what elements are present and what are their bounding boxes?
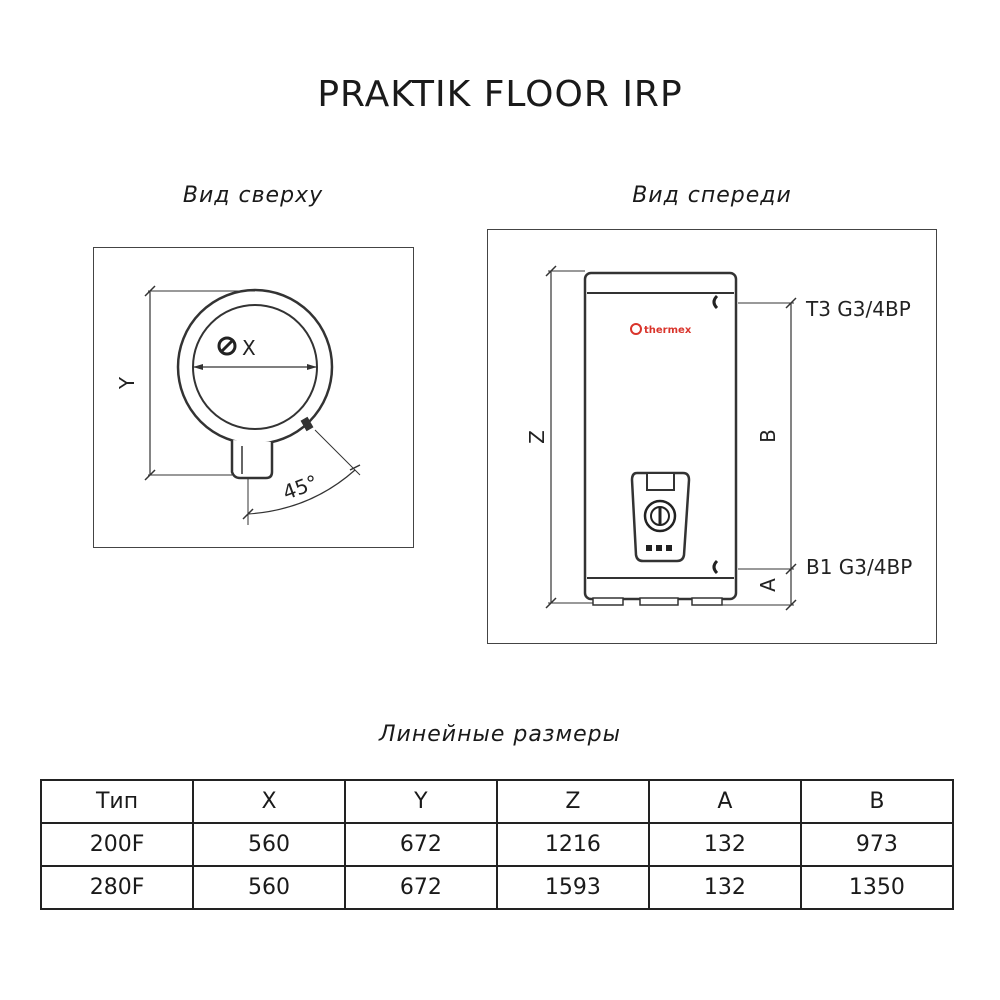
x-dimension-label: X: [242, 336, 256, 360]
cell-a: 132: [649, 866, 801, 909]
top-view-label: Вид сверху: [182, 183, 324, 208]
z-dimension-label: Z: [525, 430, 549, 444]
cell-b: 973: [801, 823, 953, 866]
table-title: Линейные размеры: [379, 722, 621, 747]
y-dimension-label: Y: [115, 376, 139, 390]
cell-y: 672: [345, 866, 497, 909]
cell-x: 560: [193, 866, 345, 909]
header-z: Z: [497, 780, 649, 823]
front-view-label: Вид спереди: [632, 183, 792, 208]
header-a: A: [649, 780, 801, 823]
table-header-row: [41, 780, 953, 823]
header-b: B: [801, 780, 953, 823]
indicator-light-2: [656, 545, 662, 551]
cell-a: 132: [649, 823, 801, 866]
indicator-light-1: [646, 545, 652, 551]
b-dimension-label: B: [756, 429, 780, 443]
header-x: X: [193, 780, 345, 823]
table-row: [41, 823, 953, 866]
outlet-label: T3 G3/4BP: [806, 297, 911, 321]
cell-x: 560: [193, 823, 345, 866]
cell-z: 1593: [497, 866, 649, 909]
table-row: [41, 866, 953, 909]
cell-z: 1216: [497, 823, 649, 866]
cell-b: 1350: [801, 866, 953, 909]
header-y: Y: [345, 780, 497, 823]
control-panel-top: [647, 473, 674, 490]
cell-type: 280F: [41, 866, 193, 909]
tank-foot-left: [593, 598, 623, 605]
inlet-label: B1 G3/4BP: [806, 555, 913, 579]
header-type: Тип: [41, 780, 193, 823]
cell-y: 672: [345, 823, 497, 866]
tank-foot-center: [640, 598, 678, 605]
indicator-light-3: [666, 545, 672, 551]
page-title: PRAKTIK FLOOR IRP: [317, 74, 683, 115]
angle-label: 45°: [279, 470, 322, 505]
tank-foot-right: [692, 598, 722, 605]
a-dimension-label: A: [756, 578, 780, 592]
cell-type: 200F: [41, 823, 193, 866]
dimensions-table: [40, 779, 954, 910]
brand-logo: thermex: [644, 325, 692, 336]
